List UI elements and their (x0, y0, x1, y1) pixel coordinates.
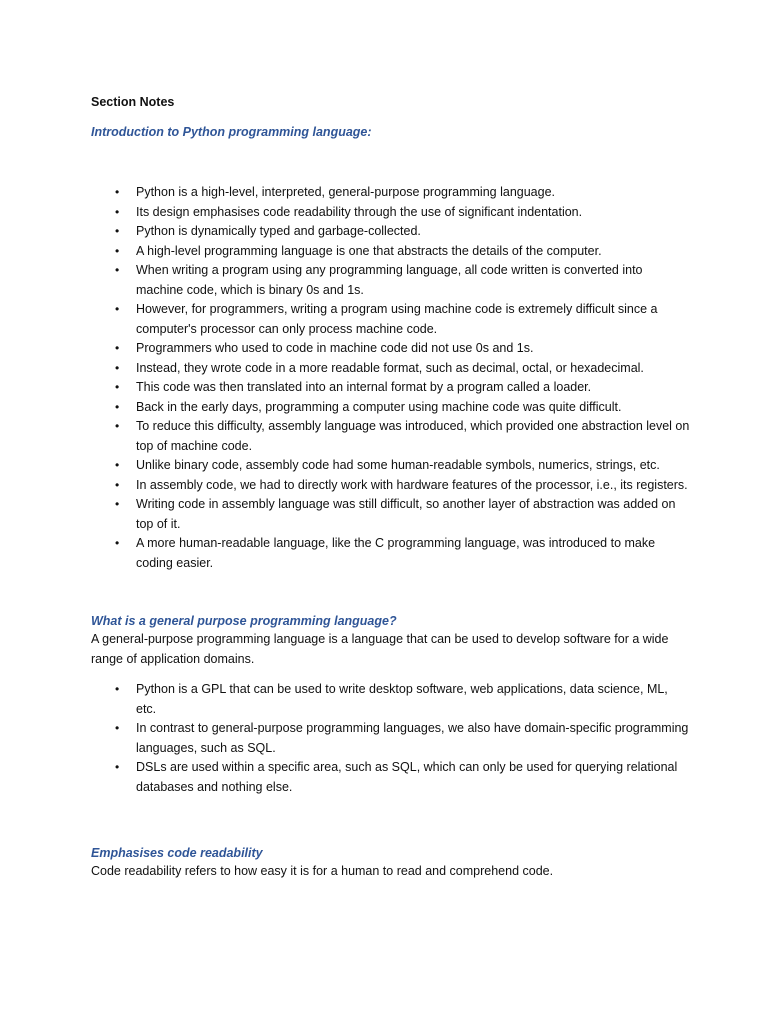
bullet-icon: • (115, 224, 120, 238)
bullet-icon: • (115, 204, 120, 219)
bullet-list-intro (91, 183, 691, 573)
bullet-icon: • (115, 380, 120, 394)
list-item: • To reduce this difficulty, assembly language was introduced, which provided one abstraction level on top of machine code. (115, 419, 690, 453)
bullet-icon: • (115, 477, 120, 492)
bullet-icon: • (115, 458, 120, 472)
bullet-icon: • (115, 399, 120, 414)
list-item: • This code was then translated into an internal format by a program called a loader. (91, 378, 691, 398)
bullet-icon: • (115, 419, 120, 433)
document-content (91, 94, 691, 882)
bullet-icon: • (115, 185, 120, 199)
list-item: • Python is dynamically typed and garbage-collected. (91, 222, 691, 242)
list-item: • When writing a program using any programming language, all code written is converted into machine code, which is binary 0s and 1s. (115, 263, 643, 297)
section-heading-gpl: What is a general purpose programming language? (91, 614, 397, 628)
list-item: • In assembly code, we had to directly work with hardware features of the processor, i.e., its registers. (91, 476, 691, 496)
bullet-list-gpl (91, 680, 691, 797)
bullet-icon: • (115, 360, 120, 375)
list-item: • A high-level programming language is one that abstracts the details of the computer. (91, 242, 691, 262)
list-item: • Instead, they wrote code in a more readable format, such as decimal, octal, or hexadecimal. (91, 359, 691, 379)
bullet-icon: • (115, 341, 120, 355)
list-item: • In contrast to general-purpose programming languages, we also have domain-specific programming languages, such as SQL. (115, 721, 689, 755)
bullet-icon: • (115, 721, 120, 735)
bullet-icon: • (115, 682, 120, 696)
list-item: • Back in the early days, programming a computer using machine code was quite difficult. (91, 398, 691, 418)
paragraph-readability: Code readability refers to how easy it is for a human to read and comprehend code. (91, 864, 554, 878)
list-item: • DSLs are used within a specific area, such as SQL, which can only be used for querying relational databases and nothing else. (115, 760, 678, 794)
bullet-icon: • (115, 536, 120, 550)
list-item: • Writing code in assembly language was still difficult, so another layer of abstraction was added on top of it. (115, 497, 676, 531)
section-heading-readability: Emphasises code readability (91, 846, 263, 860)
section-title: Section Notes (91, 95, 175, 109)
paragraph-gpl: A general-purpose programming language is a language that can be used to develop software for a wide range of application domains. (91, 632, 669, 666)
list-item: • A more human-readable language, like the C programming language, was introduced to make coding easier. (115, 536, 656, 570)
section-heading-intro: Introduction to Python programming language: (91, 125, 372, 139)
list-item: • Python is a high-level, interpreted, general-purpose programming language. (91, 183, 691, 203)
list-item: • Its design emphasises code readability through the use of significant indentation. (91, 203, 691, 223)
bullet-icon: • (115, 302, 120, 316)
list-item: • Python is a GPL that can be used to write desktop software, web applications, data science, ML, etc. (115, 682, 668, 716)
bullet-icon: • (115, 243, 120, 258)
list-item: • Programmers who used to code in machine code did not use 0s and 1s. (91, 339, 691, 359)
bullet-icon: • (115, 760, 120, 774)
list-item: • Unlike binary code, assembly code had some human-readable symbols, numerics, strings, etc. (91, 456, 691, 476)
bullet-icon: • (115, 497, 120, 511)
list-item: • However, for programmers, writing a program using machine code is extremely difficult since a computer's processor can only process machine code. (115, 302, 658, 336)
bullet-icon: • (115, 263, 120, 277)
